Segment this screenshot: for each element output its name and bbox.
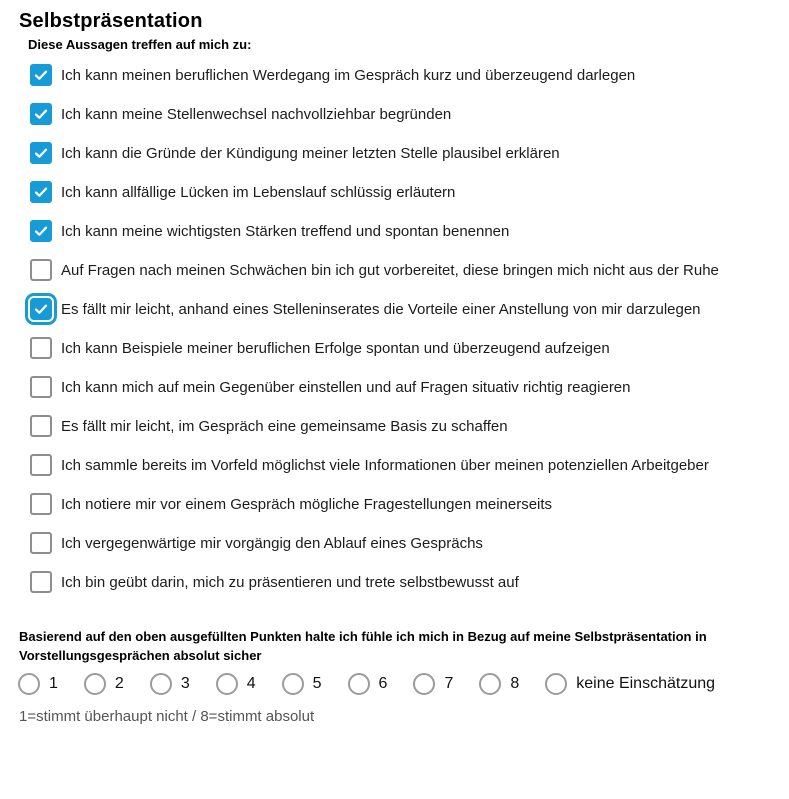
checklist-item-label: Es fällt mir leicht, anhand eines Stelleninserates die Vorteile einer Anstellung von mir darzulegen xyxy=(61,301,701,318)
checkbox[interactable] xyxy=(30,142,52,164)
section-subtitle: Diese Aussagen treffen auf mich zu: xyxy=(28,37,252,52)
checkmark-icon xyxy=(33,184,49,200)
rating-option-label: 6 xyxy=(378,675,388,692)
checklist-row[interactable] xyxy=(30,414,769,439)
checklist-item-label: Ich kann mich auf mein Gegenüber einstellen und auf Fragen situativ richtig reagieren xyxy=(61,379,631,396)
checkbox[interactable] xyxy=(30,376,52,398)
checklist-item-label: Ich kann meine Stellenwechsel nachvollziehbar begründen xyxy=(61,106,452,123)
rating-option[interactable] xyxy=(545,673,715,695)
checklist-row[interactable] xyxy=(30,570,769,595)
rating-option-label: keine Einschätzung xyxy=(576,675,716,692)
checklist-row[interactable] xyxy=(30,258,769,283)
checklist-row[interactable] xyxy=(30,180,769,205)
checklist-item-label: Ich kann allfällige Lücken im Lebenslauf schlüssig erläutern xyxy=(61,184,456,201)
checklist-row[interactable] xyxy=(30,141,769,166)
rating-option-label: 8 xyxy=(510,675,520,692)
checkbox[interactable] xyxy=(30,493,52,515)
checklist-row[interactable] xyxy=(30,297,769,322)
rating-option-label: 4 xyxy=(246,675,256,692)
rating-option-label: 1 xyxy=(49,675,58,692)
checkbox[interactable] xyxy=(30,337,52,359)
checklist-item-label: Es fällt mir leicht, im Gespräch eine gemeinsame Basis zu schaffen xyxy=(61,418,508,435)
rating-option-label: 3 xyxy=(180,675,190,692)
checkbox[interactable] xyxy=(30,571,52,593)
checklist xyxy=(30,63,769,609)
checkbox[interactable] xyxy=(30,415,52,437)
checklist-item-label: Ich notiere mir vor einem Gespräch mögliche Fragestellungen meinerseits xyxy=(61,496,553,513)
checklist-item-label: Ich vergegenwärtige mir vorgängig den Ablauf eines Gesprächs xyxy=(61,535,483,552)
checkbox[interactable] xyxy=(30,103,52,125)
checklist-row[interactable] xyxy=(30,531,769,556)
rating-options xyxy=(18,673,769,695)
radio-button[interactable] xyxy=(216,673,238,695)
checklist-item-label: Ich kann die Gründe der Kündigung meiner letzten Stelle plausibel erklären xyxy=(61,145,560,162)
radio-button[interactable] xyxy=(150,673,172,695)
radio-button[interactable] xyxy=(479,673,501,695)
checklist-item-label: Auf Fragen nach meinen Schwächen bin ich gut vorbereitet, diese bringen mich nicht aus der Ruhe xyxy=(61,262,719,279)
checkmark-icon xyxy=(33,301,49,317)
rating-option[interactable] xyxy=(282,673,322,695)
checkbox[interactable] xyxy=(30,298,52,320)
checklist-row[interactable] xyxy=(30,63,769,88)
rating-prompt: Basierend auf den oben ausgefüllten Punkten halte ich fühle ich mich in Bezug auf meine Selbstpräsentation in Vorstellungsgesprächen absolut sicher xyxy=(19,629,707,663)
checkbox[interactable] xyxy=(30,220,52,242)
radio-button[interactable] xyxy=(282,673,304,695)
checkbox[interactable] xyxy=(30,454,52,476)
checkmark-icon xyxy=(33,67,49,83)
radio-button[interactable] xyxy=(545,673,567,695)
page-title: Selbstpräsentation xyxy=(19,10,203,32)
checkbox[interactable] xyxy=(30,181,52,203)
radio-button[interactable] xyxy=(348,673,370,695)
rating-option[interactable] xyxy=(348,673,388,695)
rating-option[interactable] xyxy=(150,673,190,695)
rating-option[interactable] xyxy=(479,673,519,695)
checklist-item-label: Ich kann meinen beruflichen Werdegang im Gespräch kurz und überzeugend darlegen xyxy=(61,67,636,84)
checkmark-icon xyxy=(33,106,49,122)
checklist-item-label: Ich sammle bereits im Vorfeld möglichst viele Informationen über meinen potenziellen Arbeitgeber xyxy=(61,457,709,474)
checklist-row[interactable] xyxy=(30,219,769,244)
checkbox[interactable] xyxy=(30,259,52,281)
rating-option[interactable] xyxy=(216,673,256,695)
checkbox[interactable] xyxy=(30,64,52,86)
rating-option[interactable] xyxy=(84,673,124,695)
rating-option[interactable] xyxy=(413,673,453,695)
rating-option-label: 2 xyxy=(114,675,124,692)
radio-button[interactable] xyxy=(413,673,435,695)
checklist-item-label: Ich kann meine wichtigsten Stärken treffend und spontan benennen xyxy=(61,223,510,240)
rating-option-label: 7 xyxy=(444,675,454,692)
checkbox[interactable] xyxy=(30,532,52,554)
checklist-row[interactable] xyxy=(30,375,769,400)
rating-option[interactable] xyxy=(18,673,58,695)
checklist-item-label: Ich kann Beispiele meiner beruflichen Erfolge spontan und überzeugend aufzeigen xyxy=(61,340,610,357)
radio-button[interactable] xyxy=(84,673,106,695)
checklist-row[interactable] xyxy=(30,336,769,361)
checklist-item-label: Ich bin geübt darin, mich zu präsentieren und trete selbstbewusst auf xyxy=(61,574,519,591)
checklist-row[interactable] xyxy=(30,492,769,517)
radio-button[interactable] xyxy=(18,673,40,695)
checklist-row[interactable] xyxy=(30,102,769,127)
scale-hint: 1=stimmt überhaupt nicht / 8=stimmt absolut xyxy=(19,708,315,725)
checkmark-icon xyxy=(33,223,49,239)
checkmark-icon xyxy=(33,145,49,161)
checklist-row[interactable] xyxy=(30,453,769,478)
rating-option-label: 5 xyxy=(312,675,322,692)
